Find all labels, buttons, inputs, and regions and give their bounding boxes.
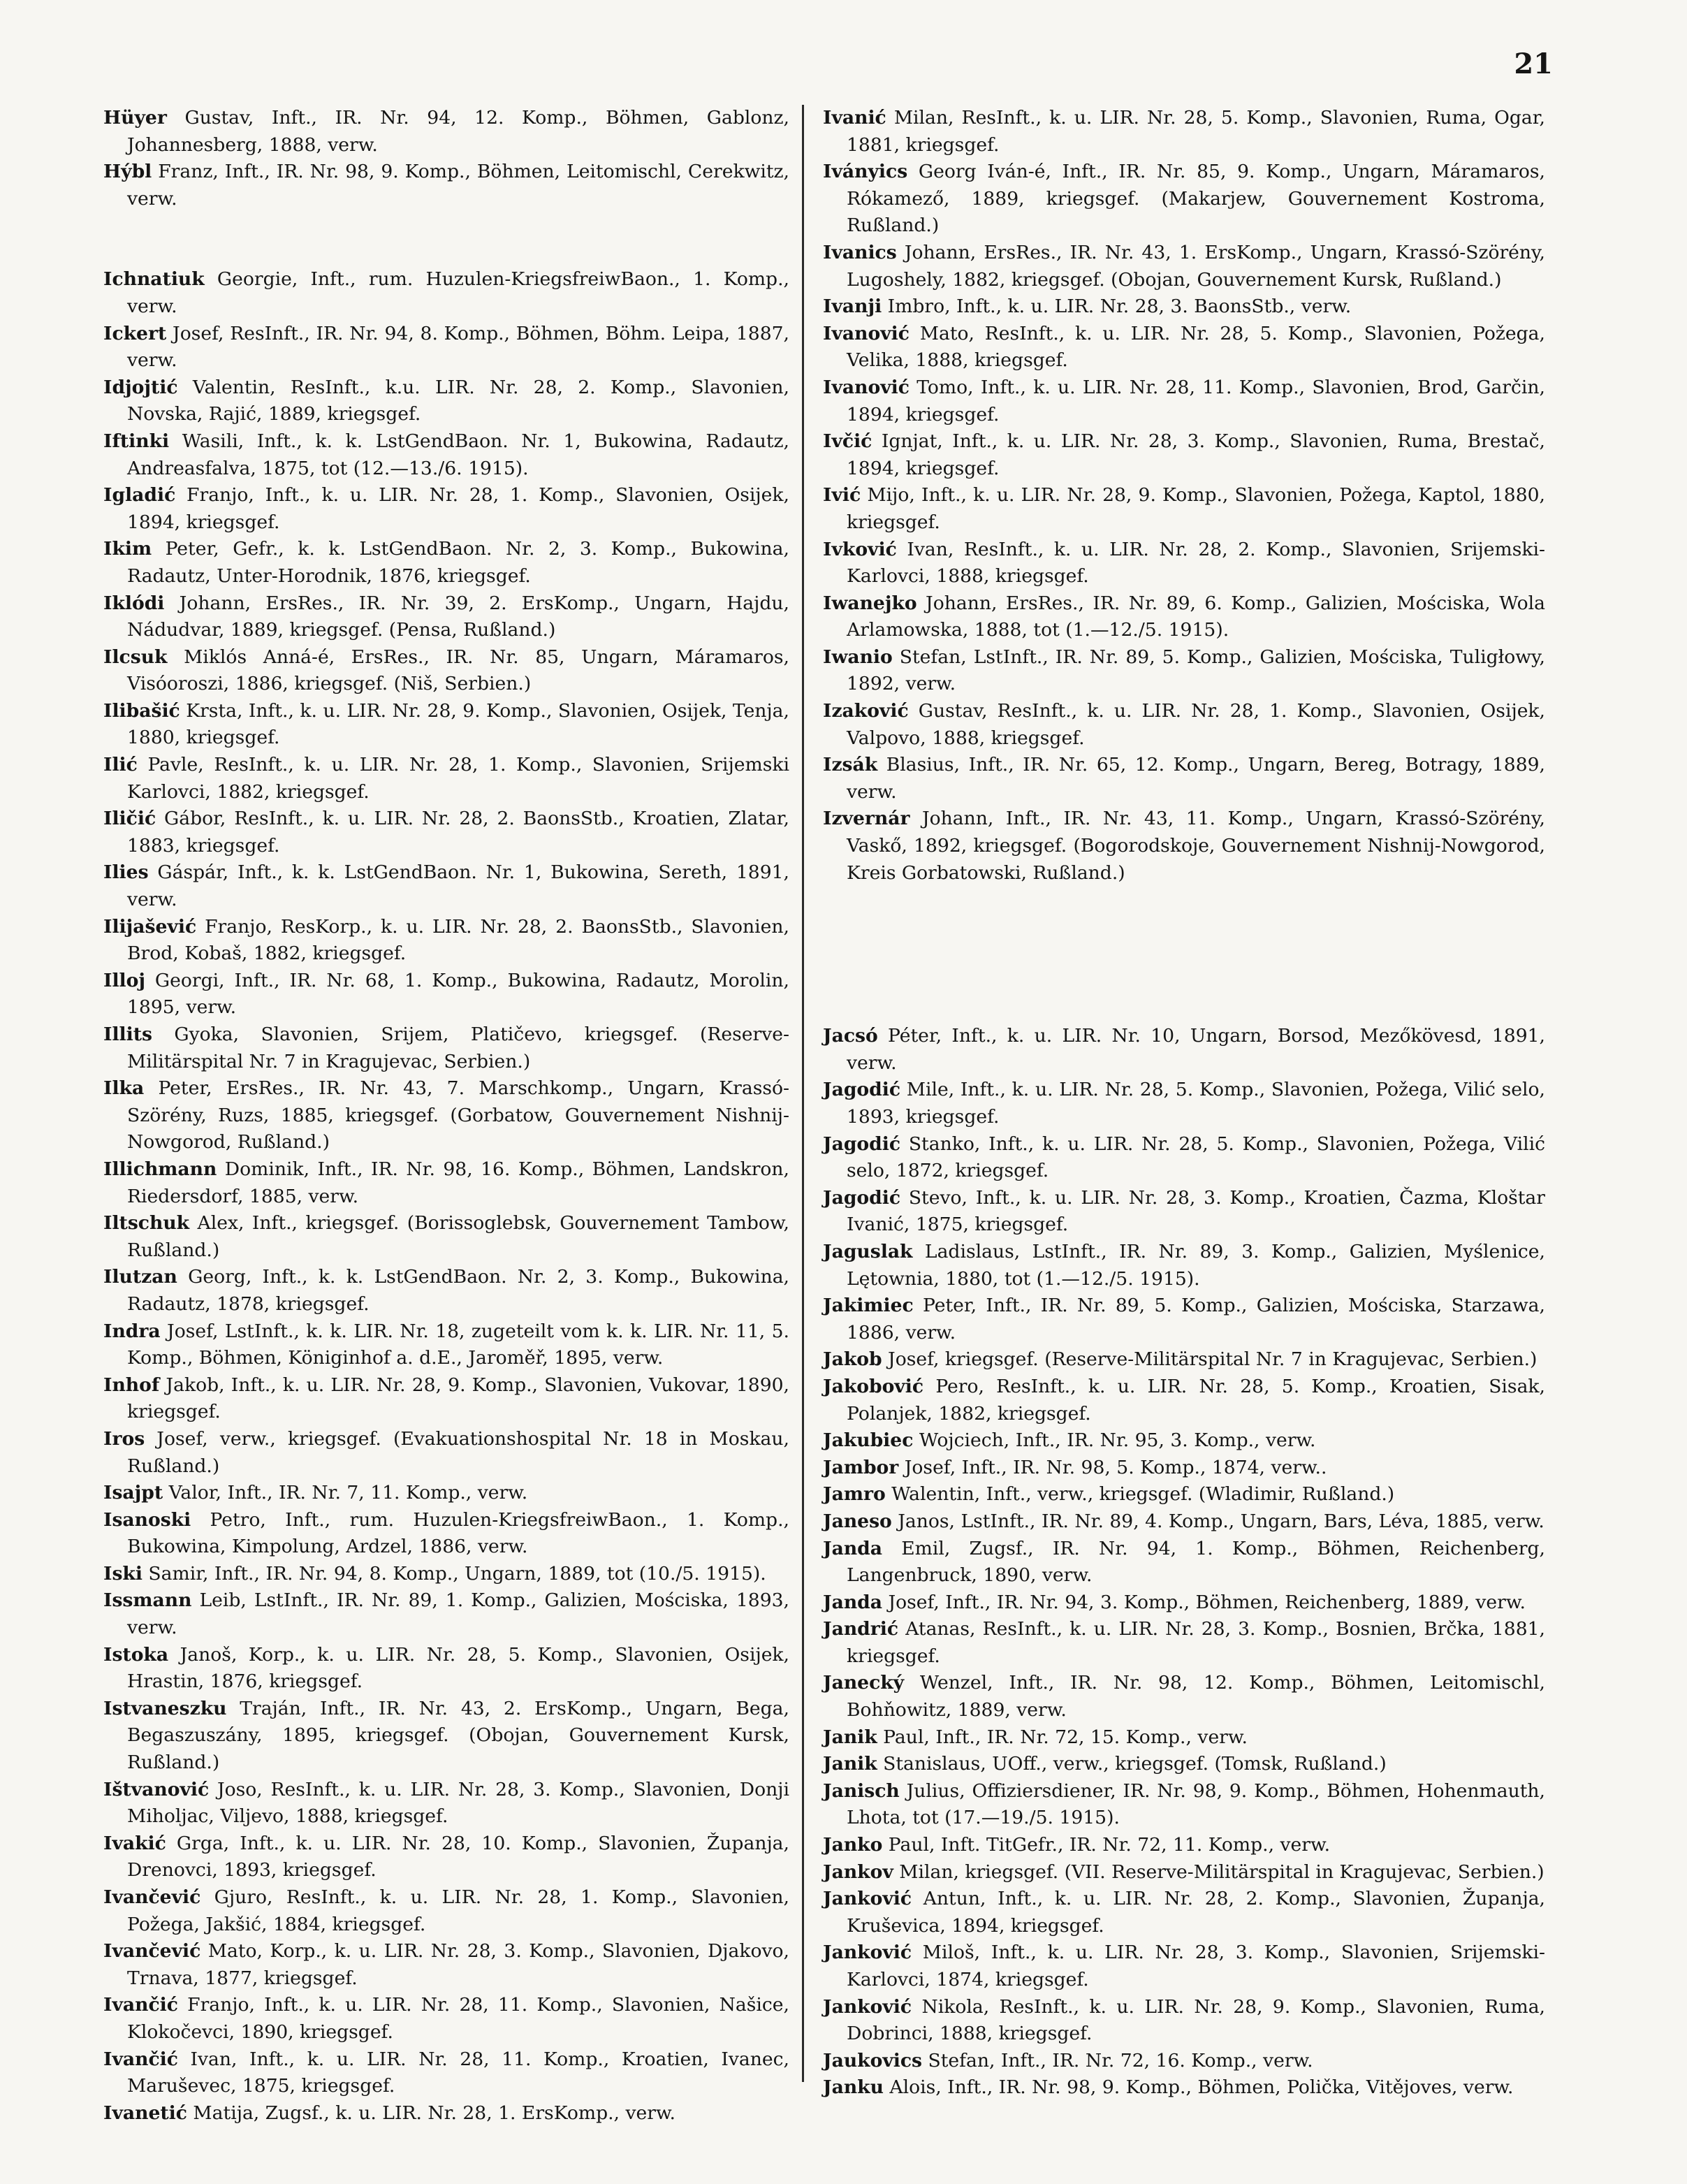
entry-surname: Jagodić [823, 1186, 901, 1209]
entry-details: Wasili, Inft., k. k. LstGendBaon. Nr. 1, Bukowina, Radautz, Andreasfalva, 1875, tot (12.—13./6. 1915). [127, 430, 789, 479]
list-item [103, 1696, 789, 1777]
entry-details: Matija, Zugsf., k. u. LIR. Nr. 28, 1. ErsKomp., verw. [187, 2102, 676, 2124]
entry-details: Gjuro, ResInft., k. u. LIR. Nr. 28, 1. Komp., Slavonien, Požega, Jakšić, 1884, kriegsgef. [127, 1886, 789, 1935]
entry-details: Josef, LstInft., k. k. LIR. Nr. 18, zugeteilt vom k. k. LIR. Nr. 11, 5. Komp., Böhmen, Königinhof a. d.E., Jaroměř, 1895, verw. [127, 1320, 789, 1369]
list-item [823, 482, 1545, 536]
entry-surname: Jamro [823, 1483, 886, 1506]
entry-surname: Janeso [823, 1510, 892, 1532]
entry-surname: Indra [103, 1320, 161, 1342]
entry-details: Georgi, Inft., IR. Nr. 68, 1. Komp., Bukowina, Radautz, Morolin, 1895, verw. [127, 969, 789, 1019]
list-item [823, 1023, 1545, 1077]
entry-details: Samir, Inft., IR. Nr. 94, 8. Komp., Ungarn, 1889, tot (10./5. 1915). [142, 1562, 766, 1585]
entry-details: Josef, kriegsgef. (Reserve-Militärspital Nr. 7 in Kragujevac, Serbien.) [882, 1348, 1538, 1371]
entry-details: Alois, Inft., IR. Nr. 98, 9. Komp., Böhmen, Polička, Vitějoves, verw. [883, 2076, 1514, 2099]
list-item [103, 1507, 789, 1561]
entry-surname: Janku [823, 2076, 884, 2099]
list-item [103, 1830, 789, 1884]
entry-details: Emil, Zugsf., IR. Nr. 94, 1. Komp., Böhmen, Reichenberg, Langenbruck, 1890, verw. [847, 1537, 1545, 1587]
list-item [823, 1778, 1545, 1832]
entry-details: Milan, ResInft., k. u. LIR. Nr. 28, 5. Komp., Slavonien, Ruma, Ogar, 1881, kriegsgef. [847, 107, 1545, 156]
entry-details: Valor, Inft., IR. Nr. 7, 11. Komp., verw. [163, 1482, 528, 1504]
entry-surname: Isanoski [103, 1508, 191, 1531]
list-item [103, 1210, 789, 1264]
entry-surname: Janković [823, 1942, 912, 1964]
list-item [103, 1426, 789, 1480]
entry-details: Stevo, Inft., k. u. LIR. Nr. 28, 3. Komp., Kroatien, Čazma, Kloštar Ivanić, 1875, kriegsgef. [847, 1186, 1545, 1236]
entry-surname: Jakubiec [823, 1429, 914, 1452]
entry-surname: Istoka [103, 1643, 169, 1666]
list-item [103, 374, 789, 428]
list-item [103, 536, 789, 590]
list-item [103, 1777, 789, 1830]
entry-surname: Iros [103, 1427, 145, 1450]
list-item [103, 482, 789, 536]
entry-details: Antun, Inft., k. u. LIR. Nr. 28, 2. Komp., Slavonien, Županja, Kruševica, 1894, kriegsgef. [847, 1888, 1545, 1937]
entry-details: Miloš, Inft., k. u. LIR. Nr. 28, 3. Komp., Slavonien, Srijemski-Karlovci, 1874, kriegsgef. [847, 1942, 1545, 1990]
list-item [823, 1886, 1545, 1939]
entry-surname: Ivančić [103, 1994, 178, 2016]
right-column [823, 105, 1545, 2102]
entry-surname: Isajpt [103, 1482, 163, 1504]
entry-details: Milan, kriegsgef. (VII. Reserve-Militärspital in Kragujevac, Serbien.) [893, 1861, 1544, 1883]
entry-details: Paul, Inft., IR. Nr. 72, 15. Komp., verw. [877, 1726, 1248, 1748]
entry-surname: Janik [823, 1726, 877, 1748]
entry-surname: Ivanović [823, 376, 910, 398]
list-item [103, 105, 789, 159]
entry-surname: Ikim [103, 538, 152, 560]
entry-surname: Jaukovics [823, 2049, 923, 2072]
list-item [823, 1939, 1545, 1993]
list-item [103, 1021, 789, 1075]
list-item [103, 1642, 789, 1696]
entry-surname: Istvaneszku [103, 1697, 227, 1719]
entry-details: Petro, Inft., rum. Huzulen-KriegsfreiwBaon., 1. Komp., Bukowina, Kimpolung, Ardzel, 1886, verw. [127, 1508, 789, 1558]
entry-details: Janos, LstInft., IR. Nr. 89, 4. Komp., Ungarn, Bars, Léva, 1885, verw. [891, 1510, 1544, 1532]
entry-details: Wenzel, Inft., IR. Nr. 98, 12. Komp., Böhmen, Leitomischl, Bohňowitz, 1889, verw. [847, 1672, 1545, 1721]
entry-surname: Janisch [823, 1779, 900, 1802]
entry-details: Peter, ErsRes., IR. Nr. 43, 7. Marschkomp., Ungarn, Krassó-Szörény, Ruzs, 1885, kriegsgef. (Gorbatow, Gouvernement Nishnij-Nowgorod, Rußland.) [127, 1077, 789, 1153]
entry-surname: Janecký [823, 1672, 905, 1694]
list-item [823, 1346, 1545, 1374]
entry-details: Ladislaus, LstInft., IR. Nr. 89, 3. Komp., Galizien, Myślenice, Lętownia, 1880, tot (1.—12./5. 1915). [847, 1240, 1545, 1290]
entry-surname: Iski [103, 1562, 143, 1585]
entry-details: Péter, Inft., k. u. LIR. Nr. 10, Ungarn, Borsod, Mezőkövesd, 1891, verw. [847, 1025, 1545, 1074]
entry-surname: Izvernár [823, 808, 910, 830]
entry-surname: Ivić [823, 484, 861, 507]
entry-surname: Iványics [823, 161, 908, 183]
entry-surname: Janković [823, 1995, 912, 2018]
entry-details: Blasius, Inft., IR. Nr. 65, 12. Komp., Ungarn, Bereg, Botragy, 1889, verw. [847, 754, 1545, 803]
right-group-b [823, 1023, 1545, 2102]
entry-surname: Ivančević [103, 1940, 201, 1963]
entry-surname: Iwanio [823, 646, 893, 668]
entry-surname: Jandrić [823, 1618, 899, 1640]
entry-details: Josef, verw., kriegsgef. (Evakuationshospital Nr. 18 in Moskau, Rußland.) [127, 1427, 789, 1477]
entry-surname: Illichmann [103, 1158, 217, 1180]
entry-details: Nikola, ResInft., k. u. LIR. Nr. 28, 9. Komp., Slavonien, Ruma, Dobrinci, 1888, kriegsgef. [847, 1995, 1545, 2045]
list-item [103, 266, 789, 320]
list-item [823, 1859, 1545, 1886]
list-item [823, 1131, 1545, 1185]
entry-details: Georg, Inft., k. k. LstGendBaon. Nr. 2, 3. Komp., Bukowina, Radautz, 1878, kriegsgef. [127, 1266, 789, 1315]
list-item [823, 698, 1545, 752]
list-item [103, 968, 789, 1021]
list-item [823, 428, 1545, 482]
list-item [823, 1616, 1545, 1670]
entry-surname: Janik [823, 1753, 877, 1775]
entry-surname: Hüyer [103, 107, 167, 129]
list-item [823, 1374, 1545, 1427]
entry-details: Alex, Inft., kriegsgef. (Borissoglebsk, Gouvernement Tambow, Rußland.) [127, 1212, 789, 1261]
entry-details: Johann, ErsRes., IR. Nr. 39, 2. ErsKomp., Ungarn, Hajdu, Nádudvar, 1889, kriegsgef. (Pensa, Rußland.) [127, 592, 789, 641]
list-item [823, 1185, 1545, 1239]
entry-surname: Ištvanović [103, 1778, 210, 1800]
list-item [823, 1670, 1545, 1724]
entry-details: Gyoka, Slavonien, Srijem, Platičevo, kriegsgef. (Reserve-Militärspital Nr. 7 in Kragujevac, Serbien.) [127, 1024, 789, 1072]
entry-surname: Ivanić [823, 107, 886, 129]
list-item [103, 1264, 789, 1318]
entry-details: Mile, Inft., k. u. LIR. Nr. 28, 5. Komp., Slavonien, Požega, Vilić selo, 1893, kriegsgef. [847, 1079, 1545, 1128]
entry-surname: Jacsó [823, 1025, 878, 1047]
entry-surname: Ilijašević [103, 915, 197, 938]
list-item [103, 1561, 789, 1588]
entry-details: Gábor, ResInft., k. u. LIR. Nr. 28, 2. BaonsStb., Kroatien, Zlatar, 1883, kriegsgef. [127, 808, 789, 857]
list-item [103, 1992, 789, 2046]
entry-surname: Inhof [103, 1374, 160, 1396]
entry-details: Peter, Gefr., k. k. LstGendBaon. Nr. 2, 3. Komp., Bukowina, Radautz, Unter-Horodnik, 1876, kriegsgef. [127, 538, 789, 587]
entry-details: Gustav, ResInft., k. u. LIR. Nr. 28, 1. Komp., Slavonien, Osijek, Valpovo, 1888, kriegsgef. [847, 700, 1545, 749]
list-item [823, 537, 1545, 590]
list-item [823, 1455, 1545, 1482]
entry-details: Ivan, Inft., k. u. LIR. Nr. 28, 11. Komp., Kroatien, Ivanec, Maruševec, 1875, kriegsgef. [127, 2048, 789, 2097]
list-item [823, 1751, 1545, 1778]
entry-details: Josef, Inft., IR. Nr. 98, 5. Komp., 1874, verw.. [898, 1456, 1327, 1478]
entry-details: Wojciech, Inft., IR. Nr. 95, 3. Komp., verw. [913, 1429, 1316, 1452]
entry-surname: Jakob [823, 1348, 882, 1371]
entry-surname: Janda [823, 1537, 882, 1559]
entry-surname: Illoj [103, 969, 146, 991]
entry-surname: Janko [823, 1834, 883, 1856]
entry-surname: Ivakić [103, 1832, 166, 1854]
list-item [823, 1536, 1545, 1589]
entry-surname: Ilcsuk [103, 646, 168, 668]
entry-surname: Ilutzan [103, 1266, 177, 1288]
list-item [823, 1077, 1545, 1130]
entry-details: Georg Iván-é, Inft., IR. Nr. 85, 9. Komp., Ungarn, Máramaros, Rókamező, 1889, kriegsgef. (Makarjew, Gouvernement Kostroma, Rußland.) [847, 161, 1545, 237]
entry-details: Stanislaus, UOff., verw., kriegsgef. (Tomsk, Rußland.) [877, 1753, 1387, 1775]
entry-details: Johann, Inft., IR. Nr. 43, 11. Komp., Ungarn, Krassó-Szörény, Vaskő, 1892, kriegsgef. (Bogorodskoje, Gouvernement Nishnij-Nowgorod, Kreis Gorbatowski, Rußland.) [847, 808, 1545, 884]
entry-surname: Jaguslak [823, 1240, 913, 1262]
list-item [103, 1587, 789, 1641]
list-item [823, 240, 1545, 293]
list-item [823, 1481, 1545, 1508]
list-item [823, 374, 1545, 428]
entry-surname: Ivanetić [103, 2102, 187, 2124]
list-item [103, 2046, 789, 2100]
entry-surname: Jakobović [823, 1375, 924, 1397]
entry-details: Stefan, Inft., IR. Nr. 72, 16. Komp., verw. [922, 2049, 1313, 2072]
list-item [103, 1480, 789, 1507]
entry-details: Traján, Inft., IR. Nr. 43, 2. ErsKomp., Ungarn, Bega, Begaszuszány, 1895, kriegsgef. (Obojan, Gouvernement Kursk, Rußland.) [127, 1697, 789, 1774]
entry-details: Tomo, Inft., k. u. LIR. Nr. 28, 11. Komp., Slavonien, Brod, Garčin, 1894, kriegsgef. [847, 376, 1545, 425]
entry-surname: Ilka [103, 1077, 145, 1100]
entry-details: Imbro, Inft., k. u. LIR. Nr. 28, 3. BaonsStb., verw. [882, 296, 1352, 318]
entry-surname: Ivančić [103, 2048, 178, 2070]
list-item [823, 105, 1545, 159]
section-gap [823, 887, 1545, 1023]
column-divider [802, 105, 804, 2082]
list-item [823, 1508, 1545, 1536]
entry-surname: Iftinki [103, 430, 170, 452]
entry-details: Gáspár, Inft., k. k. LstGendBaon. Nr. 1, Bukowina, Sereth, 1891, verw. [127, 861, 789, 911]
list-item [823, 159, 1545, 240]
list-item [823, 1239, 1545, 1293]
entry-details: Josef, ResInft., IR. Nr. 94, 8. Komp., Böhmen, Böhm. Leipa, 1887, verw. [127, 322, 789, 372]
entry-surname: Idjojtić [103, 376, 178, 398]
list-item [823, 644, 1545, 698]
entry-surname: Ilibašić [103, 699, 180, 722]
entry-surname: Jankov [823, 1861, 893, 1883]
entry-details: Georgie, Inft., rum. Huzulen-KriegsfreiwBaon., 1. Komp., verw. [127, 268, 789, 317]
section-gap [103, 212, 789, 266]
entry-surname: Iličić [103, 808, 156, 830]
entry-surname: Ivanji [823, 296, 882, 318]
entry-surname: Janković [823, 1888, 912, 1910]
entry-surname: Igladić [103, 484, 176, 507]
entry-surname: Iwanejko [823, 592, 917, 614]
list-item [823, 1589, 1545, 1617]
entry-surname: Jagodić [823, 1079, 901, 1101]
list-item [103, 1884, 789, 1938]
list-item [823, 806, 1545, 887]
list-item [103, 644, 789, 698]
entry-details: Krsta, Inft., k. u. LIR. Nr. 28, 9. Komp., Slavonien, Osijek, Tenja, 1880, kriegsgef. [127, 699, 789, 749]
entry-details: Ivan, ResInft., k. u. LIR. Nr. 28, 2. Komp., Slavonien, Srijemski-Karlovci, 1888, kriegsgef. [847, 538, 1545, 588]
list-item [103, 2100, 789, 2127]
list-item [823, 1427, 1545, 1455]
list-item [103, 859, 789, 913]
entry-surname: Jambor [823, 1456, 899, 1478]
list-item [103, 159, 789, 212]
list-item [823, 1994, 1545, 2048]
entry-details: Mato, ResInft., k. u. LIR. Nr. 28, 5. Komp., Slavonien, Požega, Velika, 1888, kriegsgef. [847, 322, 1545, 372]
list-item [823, 1293, 1545, 1346]
entry-details: Stefan, LstInft., IR. Nr. 89, 5. Komp., Galizien, Mościska, Tuligłowy, 1892, verw. [847, 646, 1545, 695]
entry-surname: Ivanics [823, 241, 897, 263]
list-item [103, 428, 789, 482]
entry-details: Franjo, Inft., k. u. LIR. Nr. 28, 1. Komp., Slavonien, Osijek, 1894, kriegsgef. [127, 484, 789, 533]
entry-surname: Ivković [823, 538, 897, 560]
list-item [823, 293, 1545, 321]
entry-details: Atanas, ResInft., k. u. LIR. Nr. 28, 3. Komp., Bosnien, Brčka, 1881, kriegsgef. [847, 1618, 1545, 1667]
entry-surname: Izsák [823, 754, 878, 776]
entry-details: Pavle, ResInft., k. u. LIR. Nr. 28, 1. Komp., Slavonien, Srijemski Karlovci, 1882, kriegsgef. [127, 754, 789, 803]
entry-details: Leib, LstInft., IR. Nr. 89, 1. Komp., Galizien, Mościska, 1893, verw. [127, 1589, 789, 1639]
entry-details: Franjo, Inft., k. u. LIR. Nr. 28, 11. Komp., Slavonien, Našice, Klokočevci, 1890, kriegsgef. [127, 1994, 789, 2043]
entry-details: Walentin, Inft., verw., kriegsgef. (Wladimir, Rußland.) [885, 1483, 1395, 1506]
entry-details: Julius, Offiziersdiener, IR. Nr. 98, 9. Komp., Böhmen, Hohenmauth, Lhota, tot (17.—19./5. 1915). [847, 1779, 1545, 1829]
page-number: 21 [1514, 48, 1553, 80]
list-item [103, 590, 789, 644]
left-group-b [103, 266, 789, 2127]
list-item [103, 914, 789, 968]
entry-details: Stanko, Inft., k. u. LIR. Nr. 28, 5. Komp., Slavonien, Požega, Vilić selo, 1872, kriegsgef. [847, 1133, 1545, 1182]
entry-surname: Ivančević [103, 1886, 201, 1908]
entry-surname: Issmann [103, 1589, 192, 1612]
entry-details: Grga, Inft., k. u. LIR. Nr. 28, 10. Komp., Slavonien, Županja, Drenovci, 1893, kriegsgef. [127, 1832, 789, 1881]
right-group-a [823, 105, 1545, 887]
entry-surname: Ichnatiuk [103, 268, 205, 291]
left-column [103, 105, 789, 2127]
list-item [823, 752, 1545, 806]
entry-details: Paul, Inft. TitGefr., IR. Nr. 72, 11. Komp., verw. [882, 1834, 1331, 1856]
list-item [103, 1938, 789, 1992]
entry-surname: Ivanović [823, 322, 910, 344]
entry-surname: Iklódi [103, 592, 165, 614]
entry-details: Valentin, ResInft., k.u. LIR. Nr. 28, 2. Komp., Slavonien, Novska, Rajić, 1889, kriegsgef. [127, 376, 789, 425]
entry-details: Gustav, Inft., IR. Nr. 94, 12. Komp., Böhmen, Gablonz, Johannesberg, 1888, verw. [127, 107, 789, 156]
entry-details: Mato, Korp., k. u. LIR. Nr. 28, 3. Komp., Slavonien, Djakovo, Trnava, 1877, kriegsgef. [127, 1940, 789, 1989]
list-item [823, 1724, 1545, 1752]
entry-surname: Ilić [103, 754, 138, 776]
entry-details: Johann, ErsRes., IR. Nr. 43, 1. ErsKomp., Ungarn, Krassó-Szörény, Lugoshely, 1882, kriegsgef. (Obojan, Gouvernement Kursk, Rußland.) [847, 241, 1545, 291]
entry-surname: Ickert [103, 322, 167, 344]
list-item [103, 752, 789, 806]
entry-surname: Jakimiec [823, 1295, 914, 1317]
entry-details: Josef, Inft., IR. Nr. 94, 3. Komp., Böhmen, Reichenberg, 1889, verw. [882, 1591, 1526, 1613]
entry-surname: Janda [823, 1591, 882, 1613]
entry-surname: Ivčić [823, 430, 872, 453]
entry-surname: Hýbl [103, 161, 152, 183]
left-group-a [103, 105, 789, 212]
list-item [823, 590, 1545, 644]
list-item [103, 806, 789, 859]
entry-surname: Ilies [103, 861, 149, 884]
entry-details: Miklós Anná-é, ErsRes., IR. Nr. 85, Ungarn, Máramaros, Visóoroszi, 1886, kriegsgef. (Niš, Serbien.) [127, 646, 789, 695]
entry-details: Peter, Inft., IR. Nr. 89, 5. Komp., Galizien, Mościska, Starzawa, 1886, verw. [847, 1295, 1545, 1344]
list-item [823, 1832, 1545, 1859]
entry-details: Jakob, Inft., k. u. LIR. Nr. 28, 9. Komp., Slavonien, Vukovar, 1890, kriegsgef. [127, 1374, 789, 1423]
list-item [103, 1075, 789, 1156]
list-item [823, 2048, 1545, 2075]
entry-surname: Jagodić [823, 1133, 901, 1155]
entry-details: Joso, ResInft., k. u. LIR. Nr. 28, 3. Komp., Slavonien, Donji Miholjac, Viljevo, 1888, kriegsgef. [127, 1778, 789, 1828]
list-item [103, 1318, 789, 1372]
entry-details: Franjo, ResKorp., k. u. LIR. Nr. 28, 2. BaonsStb., Slavonien, Brod, Kobaš, 1882, kriegsgef. [127, 915, 789, 965]
list-item [103, 698, 789, 752]
entry-details: Janoš, Korp., k. u. LIR. Nr. 28, 5. Komp., Slavonien, Osijek, Hrastin, 1876, kriegsgef. [127, 1643, 789, 1693]
entry-surname: Izaković [823, 700, 909, 722]
list-item [103, 1156, 789, 1210]
list-item [103, 321, 789, 374]
entry-surname: Illits [103, 1024, 153, 1045]
entry-details: Pero, ResInft., k. u. LIR. Nr. 28, 5. Komp., Kroatien, Sisak, Polanjek, 1882, kriegsgef. [847, 1375, 1545, 1425]
list-item [823, 2074, 1545, 2102]
entry-surname: Iltschuk [103, 1212, 190, 1235]
entry-details: Ignjat, Inft., k. u. LIR. Nr. 28, 3. Komp., Slavonien, Ruma, Brestač, 1894, kriegsgef. [847, 430, 1545, 479]
entry-details: Johann, ErsRes., IR. Nr. 89, 6. Komp., Galizien, Mościska, Wola Arlamowska, 1888, tot (1.—12./5. 1915). [847, 592, 1545, 641]
entry-details: Franz, Inft., IR. Nr. 98, 9. Komp., Böhmen, Leitomischl, Cerekwitz, verw. [127, 161, 789, 210]
entry-details: Mijo, Inft., k. u. LIR. Nr. 28, 9. Komp., Slavonien, Požega, Kaptol, 1880, kriegsgef. [847, 484, 1545, 533]
entry-details: Dominik, Inft., IR. Nr. 98, 16. Komp., Böhmen, Landskron, Riedersdorf, 1885, verw. [127, 1158, 789, 1207]
list-item [823, 321, 1545, 374]
list-item [103, 1372, 789, 1426]
